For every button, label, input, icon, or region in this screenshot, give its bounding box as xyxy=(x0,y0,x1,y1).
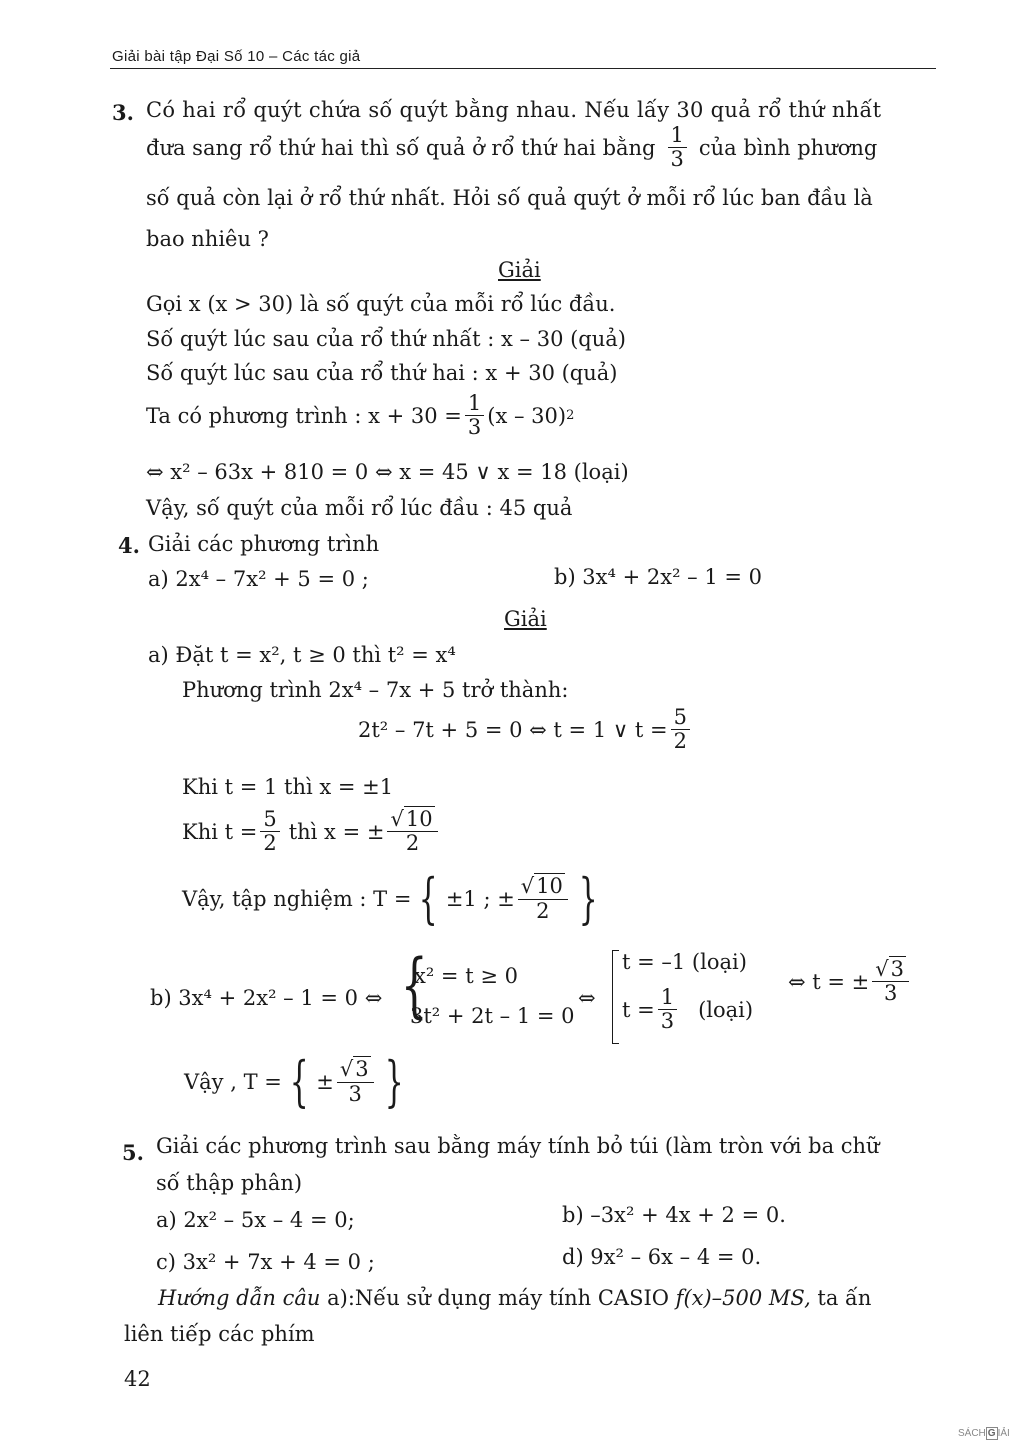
sqrt-radicand: 3 xyxy=(355,1057,369,1082)
equation-line xyxy=(182,808,441,855)
problem-3-line-2-tail: của bình phương xyxy=(698,135,878,160)
problem-4-part-b: b) 3x⁴ + 2x² – 1 = 0 xyxy=(554,565,763,589)
fraction-denominator: 2 xyxy=(405,831,420,856)
problem-3-line-2-text: đưa sang rổ thứ hai thì số quả ở rổ thứ hai bằng xyxy=(146,135,656,160)
right-brace: } xyxy=(384,1050,404,1113)
fraction-numerator: √10 xyxy=(387,808,437,832)
solution-line: Số quýt lúc sau của rổ thứ nhất : x – 30 (quả) xyxy=(146,327,626,351)
equation-line xyxy=(146,392,574,439)
sqrt-radicand: 10 xyxy=(536,874,563,899)
problem-5-part-b: b) –3x² + 4x + 2 = 0. xyxy=(562,1203,786,1227)
solution-line: Khi t = 1 thì x = ±1 xyxy=(182,775,394,799)
equation-line: b) 3x⁴ + 2x² – 1 = 0 ⇔ xyxy=(150,986,383,1010)
system-brace: { xyxy=(400,944,428,1026)
system-line-2: 3t² + 2t – 1 = 0 xyxy=(410,1004,575,1028)
sqrt-radicand: 3 xyxy=(890,957,905,981)
sqrt-radicand: 10 xyxy=(405,807,433,831)
case-line-2 xyxy=(622,986,753,1033)
running-header: Giải bài tập Đại Số 10 – Các tác giả xyxy=(112,48,361,65)
solution-set-line xyxy=(182,867,605,930)
fraction-sqrt10-over-2 xyxy=(387,808,437,855)
fraction-sqrt10-over-2 xyxy=(518,875,568,922)
fraction-numerator: 1 xyxy=(668,124,687,148)
left-brace: { xyxy=(419,867,439,930)
hint-line-1 xyxy=(158,1286,871,1310)
problem-5-part-d: d) 9x² – 6x – 4 = 0. xyxy=(562,1245,762,1269)
calculator-model: f(x)–500 MS, xyxy=(675,1286,811,1310)
fraction-sqrt3-over-3 xyxy=(872,958,909,1005)
problem-5-line-1: Giải các phương trình sau bằng máy tính bỏ túi (làm tròn với ba chữ xyxy=(156,1134,880,1158)
fraction-denominator: 3 xyxy=(670,147,684,172)
system-line-1: x² = t ≥ 0 xyxy=(414,964,518,988)
problem-4-title: Giải các phương trình xyxy=(148,532,380,556)
fraction-numerator: 1 xyxy=(465,392,484,416)
fraction-numerator: 5 xyxy=(671,706,690,730)
equation-text: (x – 30) xyxy=(487,403,567,428)
problem-5-part-a: a) 2x² – 5x – 4 = 0; xyxy=(156,1208,355,1232)
logo-text: IẢI xyxy=(997,1428,1010,1439)
equation-text: t = xyxy=(622,997,655,1022)
equation-text: ± xyxy=(316,1070,334,1094)
problem-4-number: 4. xyxy=(118,533,140,558)
sachgiai-logo xyxy=(958,1428,1010,1439)
equivalence-symbol: ⇔ xyxy=(578,986,596,1010)
solution-line: Số quýt lúc sau của rổ thứ hai : x + 30 (quả) xyxy=(146,361,618,385)
logo-text: SÁCH xyxy=(958,1428,986,1439)
fraction-numerator: 5 xyxy=(260,808,279,832)
problem-3-line-4: bao nhiêu ? xyxy=(146,227,269,251)
fraction-numerator: √3 xyxy=(337,1058,374,1082)
result-line xyxy=(788,958,912,1005)
problem-5-number: 5. xyxy=(122,1140,144,1165)
solution-heading: Giải xyxy=(504,607,547,631)
fraction-denominator: 2 xyxy=(673,729,687,754)
hint-label: Hướng dẫn câu xyxy=(158,1286,321,1310)
equation-text: 2t² – 7t + 5 = 0 ⇔ t = 1 ∨ t = xyxy=(358,717,668,742)
fraction-five-halves xyxy=(671,706,690,753)
solution-line: Gọi x (x > 30) là số quýt của mỗi rổ lúc đầu. xyxy=(146,292,616,316)
problem-5-part-c: c) 3x² + 7x + 4 = 0 ; xyxy=(156,1250,375,1274)
solution-heading: Giải xyxy=(498,258,541,282)
equation-text: (loại) xyxy=(698,997,754,1022)
hint-line-2: liên tiếp các phím xyxy=(124,1322,315,1346)
equation-text: ⇔ t = ± xyxy=(788,969,870,994)
fraction-one-third xyxy=(668,124,687,171)
equation-line xyxy=(358,706,693,753)
solution-line: Phương trình 2x⁴ – 7x + 5 trở thành: xyxy=(182,678,569,702)
solution-line: a) Đặt t = x², t ≥ 0 thì t² = x⁴ xyxy=(148,643,456,667)
fraction-denominator: 3 xyxy=(660,1009,675,1034)
page-number: 42 xyxy=(124,1367,151,1391)
hint-text: ta ấn xyxy=(810,1286,872,1310)
problem-3-line-1: Có hai rổ quýt chứa số quýt bằng nhau. Nếu lấy 30 quả rổ thứ nhất xyxy=(146,98,882,122)
equation-text: thì x = ± xyxy=(288,819,385,844)
problem-5-line-2: số thập phân) xyxy=(156,1171,303,1195)
fraction-sqrt3-over-3 xyxy=(337,1058,374,1105)
fraction-denominator: 3 xyxy=(467,415,482,440)
equation-text: Vậy , T = xyxy=(184,1070,282,1094)
equation-line: ⇔ x² – 63x + 810 = 0 ⇔ x = 45 ∨ x = 18 (loại) xyxy=(146,460,629,484)
equation-text: Vậy, tập nghiệm : T = xyxy=(182,887,412,911)
solution-set-line xyxy=(184,1050,411,1113)
fraction-numerator: √3 xyxy=(872,958,909,982)
problem-3-line-2 xyxy=(146,124,877,171)
header-rule xyxy=(110,68,936,69)
right-brace: } xyxy=(578,867,598,930)
fraction-denominator: 3 xyxy=(883,981,898,1006)
problem-4-part-a: a) 2x⁴ – 7x² + 5 = 0 ; xyxy=(148,567,369,591)
equation-text: Khi t = xyxy=(182,819,258,844)
logo-box: G xyxy=(987,1428,996,1439)
fraction-one-third xyxy=(658,986,677,1033)
equation-text: Ta có phương trình : x + 30 = xyxy=(146,403,462,428)
fraction-five-halves xyxy=(260,808,279,855)
case-line-1: t = –1 (loại) xyxy=(622,950,747,974)
fraction-denominator: 3 xyxy=(348,1081,362,1106)
fraction-denominator: 2 xyxy=(536,898,550,923)
conclusion-line: Vậy, số quýt của mỗi rổ lúc đầu : 45 quả xyxy=(146,496,573,520)
equation-text: ±1 ; ± xyxy=(445,887,515,911)
fraction-denominator: 2 xyxy=(263,831,277,856)
left-brace: { xyxy=(289,1050,309,1113)
fraction-numerator: √10 xyxy=(518,875,568,899)
hint-text: a):Nếu sử dụng máy tính CASIO xyxy=(320,1286,676,1310)
fraction-one-third xyxy=(465,392,484,439)
or-bracket xyxy=(612,950,619,1044)
problem-3-number: 3. xyxy=(112,100,134,125)
exponent: 2 xyxy=(566,408,575,424)
problem-3-line-3: số quả còn lại ở rổ thứ nhất. Hỏi số quả quýt ở mỗi rổ lúc ban đầu là xyxy=(146,186,873,210)
fraction-numerator: 1 xyxy=(658,986,677,1010)
